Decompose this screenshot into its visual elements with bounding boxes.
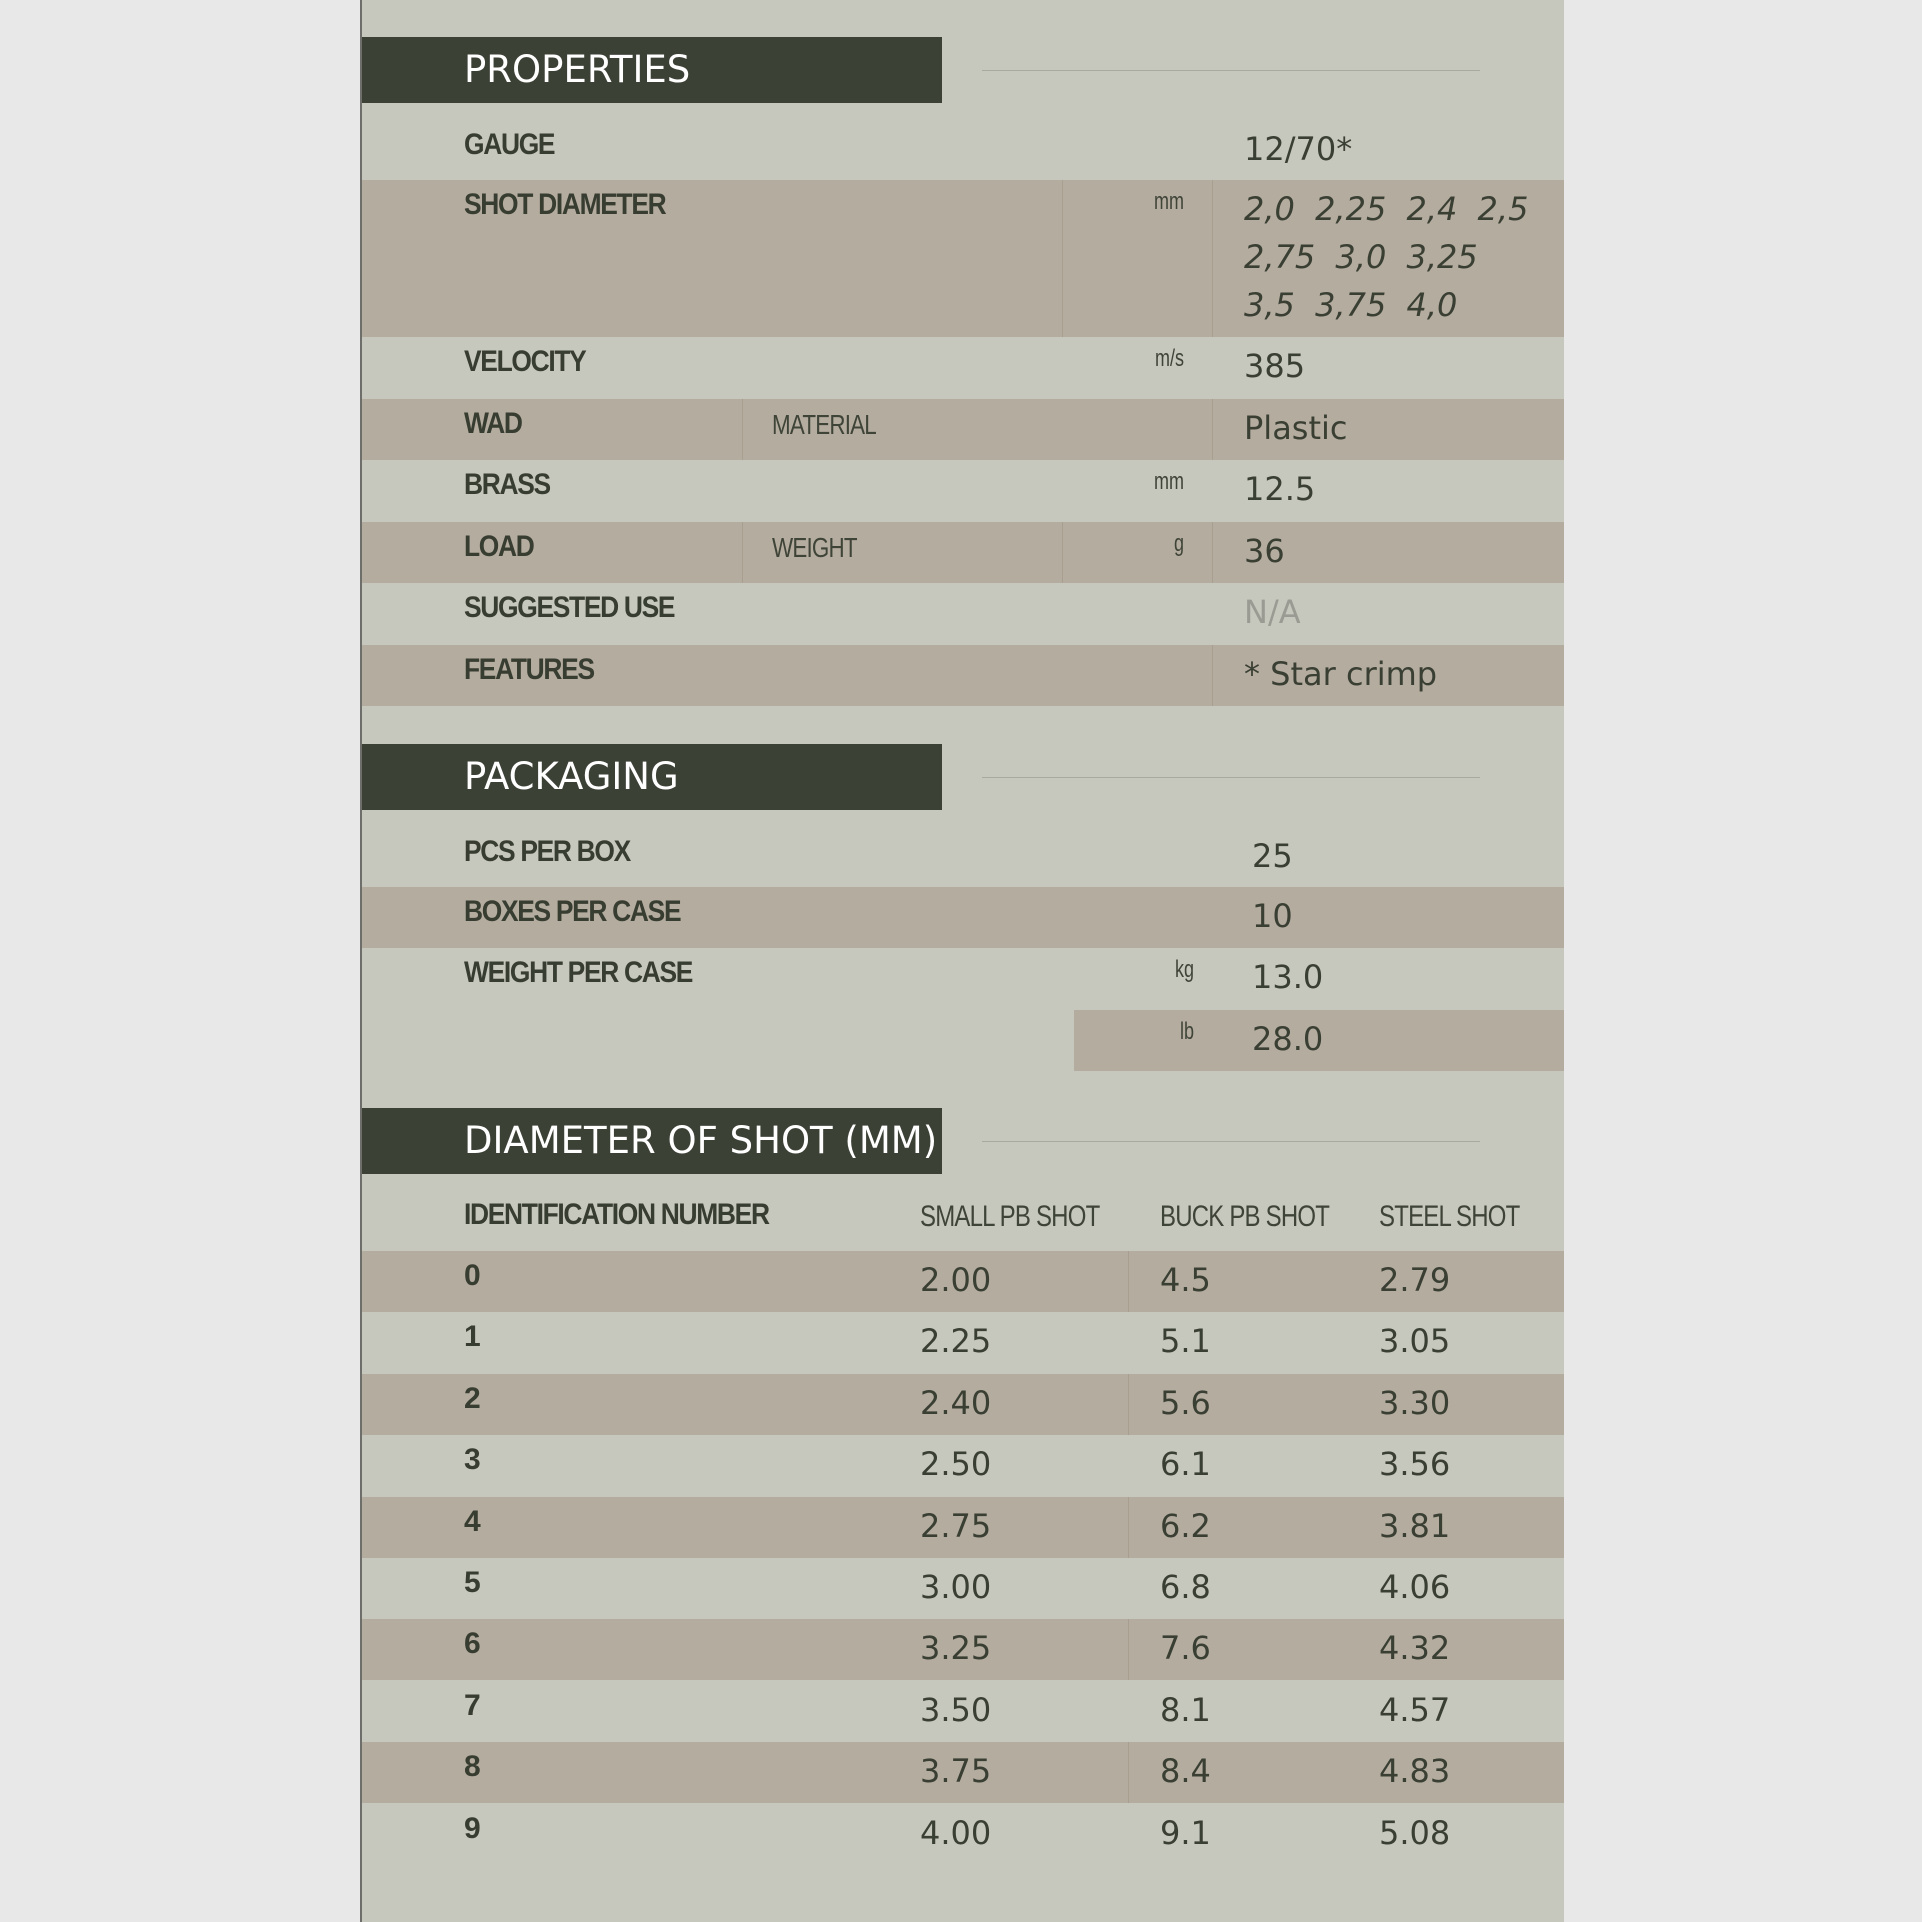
buck-pb-shot-cell: 9.1	[1160, 1813, 1211, 1852]
table-row	[362, 1681, 1564, 1742]
table-row	[362, 1804, 1564, 1865]
weight-per-case-label: WEIGHT PER CASE	[464, 956, 693, 989]
column-divider	[1212, 522, 1213, 583]
boxes-per-case-row	[362, 887, 1564, 948]
wad-label: WAD	[464, 407, 522, 440]
buck-pb-shot-cell: 6.1	[1160, 1445, 1211, 1484]
table-row	[362, 1558, 1564, 1619]
features-row	[362, 645, 1564, 706]
steel-shot-cell: 2.79	[1379, 1261, 1451, 1299]
steel-shot-header: STEEL SHOT	[1379, 1200, 1520, 1233]
buck-pb-shot-cell: 4.5	[1160, 1261, 1211, 1299]
brass-value: 12.5	[1244, 470, 1316, 508]
column-divider	[742, 399, 743, 460]
diameter-header: DIAMETER OF SHOT (MM)	[362, 1108, 942, 1174]
steel-shot-cell: 3.56	[1379, 1445, 1451, 1484]
steel-shot-cell: 4.83	[1379, 1752, 1451, 1791]
buck-pb-shot-header: BUCK PB SHOT	[1160, 1200, 1330, 1233]
small-pb-shot-cell: 2.40	[920, 1383, 992, 1422]
velocity-label: VELOCITY	[464, 345, 586, 378]
suggested-use-row	[362, 583, 1564, 644]
weight-per-case-lb-row	[1074, 1010, 1564, 1071]
steel-shot-cell: 5.08	[1379, 1813, 1451, 1852]
table-row	[362, 1742, 1564, 1803]
diameter-table-header	[362, 1190, 1564, 1251]
velocity-value: 385	[1244, 347, 1306, 385]
velocity-unit: m/s	[1154, 345, 1184, 372]
small-pb-shot-cell: 3.75	[920, 1752, 992, 1791]
identification-number-cell: 1	[464, 1320, 481, 1354]
weight-kg-value: 13.0	[1252, 958, 1324, 996]
column-divider	[1062, 522, 1063, 583]
brass-label: BRASS	[464, 468, 550, 501]
small-pb-shot-header: SMALL PB SHOT	[920, 1200, 1100, 1233]
column-divider	[1212, 645, 1213, 706]
column-divider	[1128, 1374, 1129, 1435]
identification-number-cell: 6	[464, 1627, 481, 1661]
weight-kg-unit: kg	[1174, 956, 1194, 983]
column-divider	[1128, 1497, 1129, 1558]
column-divider	[1212, 399, 1213, 460]
weight-per-case-row	[362, 948, 1564, 1009]
table-row	[362, 1497, 1564, 1558]
steel-shot-cell: 3.05	[1379, 1322, 1451, 1361]
column-divider	[1062, 180, 1063, 337]
gauge-value: 12/70*	[1244, 130, 1353, 168]
identification-number-cell: 9	[464, 1811, 481, 1845]
velocity-row	[362, 337, 1564, 398]
features-value: * Star crimp	[1244, 655, 1438, 693]
steel-shot-cell: 3.30	[1379, 1383, 1451, 1422]
identification-number-cell: 2	[464, 1381, 481, 1415]
suggested-use-label: SUGGESTED USE	[464, 591, 675, 624]
small-pb-shot-cell: 4.00	[920, 1813, 992, 1852]
shot-diameter-unit: mm	[1154, 188, 1184, 215]
suggested-use-value: N/A	[1244, 593, 1301, 631]
wad-material-label: MATERIAL	[772, 409, 876, 440]
header-rule	[982, 1141, 1480, 1142]
boxes-per-case-value: 10	[1252, 897, 1293, 935]
pcs-per-box-row	[362, 827, 1564, 888]
identification-number-cell: 0	[464, 1259, 481, 1292]
small-pb-shot-cell: 2.00	[920, 1261, 992, 1299]
buck-pb-shot-cell: 6.2	[1160, 1506, 1211, 1545]
properties-header: PROPERTIES	[362, 37, 942, 103]
table-row	[362, 1251, 1564, 1312]
load-label: LOAD	[464, 530, 534, 563]
identification-number-cell: 3	[464, 1443, 481, 1477]
buck-pb-shot-cell: 5.6	[1160, 1383, 1211, 1422]
packaging-header: PACKAGING	[362, 744, 942, 810]
steel-shot-cell: 4.32	[1379, 1629, 1451, 1668]
steel-shot-cell: 4.06	[1379, 1568, 1451, 1606]
table-row	[362, 1374, 1564, 1435]
identification-number-cell: 5	[464, 1566, 481, 1599]
buck-pb-shot-cell: 7.6	[1160, 1629, 1211, 1668]
column-divider	[1128, 1742, 1129, 1803]
table-row	[362, 1619, 1564, 1680]
table-row	[362, 1312, 1564, 1373]
column-divider	[1128, 1251, 1129, 1312]
small-pb-shot-cell: 2.25	[920, 1322, 992, 1361]
pcs-per-box-value: 25	[1252, 837, 1293, 875]
steel-shot-cell: 3.81	[1379, 1506, 1451, 1545]
shot-diameter-values-line-1: 2,0 2,25 2,4 2,5	[1244, 190, 1529, 228]
pcs-per-box-label: PCS PER BOX	[464, 835, 630, 868]
column-divider	[742, 522, 743, 583]
gauge-label: GAUGE	[464, 128, 555, 161]
weight-lb-unit: lb	[1179, 1018, 1194, 1045]
brass-row	[362, 460, 1564, 521]
small-pb-shot-cell: 2.75	[920, 1506, 992, 1545]
identification-number-header: IDENTIFICATION NUMBER	[464, 1198, 769, 1231]
weight-lb-value: 28.0	[1252, 1020, 1324, 1058]
steel-shot-cell: 4.57	[1379, 1690, 1451, 1729]
spec-sheet	[360, 0, 1564, 1922]
brass-unit: mm	[1154, 468, 1184, 495]
identification-number-cell: 7	[464, 1688, 481, 1722]
buck-pb-shot-cell: 5.1	[1160, 1322, 1211, 1361]
load-row	[362, 522, 1564, 583]
small-pb-shot-cell: 3.25	[920, 1629, 992, 1668]
gauge-row	[362, 120, 1564, 181]
buck-pb-shot-cell: 8.1	[1160, 1690, 1211, 1729]
buck-pb-shot-cell: 8.4	[1160, 1752, 1211, 1791]
small-pb-shot-cell: 3.00	[920, 1568, 992, 1606]
wad-value: Plastic	[1244, 409, 1348, 447]
features-label: FEATURES	[464, 653, 594, 686]
table-row	[362, 1435, 1564, 1496]
load-weight-label: WEIGHT	[772, 532, 857, 563]
header-rule	[982, 777, 1480, 778]
shot-diameter-label: SHOT DIAMETER	[464, 188, 666, 221]
identification-number-cell: 8	[464, 1750, 481, 1784]
load-unit: g	[1173, 530, 1184, 557]
shot-diameter-values-line-2: 2,75 3,0 3,25	[1244, 238, 1478, 276]
wad-row	[362, 399, 1564, 460]
column-divider	[1212, 180, 1213, 337]
small-pb-shot-cell: 3.50	[920, 1690, 992, 1729]
shot-diameter-values-line-3: 3,5 3,75 4,0	[1244, 286, 1458, 324]
identification-number-cell: 4	[464, 1504, 481, 1538]
header-rule	[982, 70, 1480, 71]
load-value: 36	[1244, 532, 1285, 570]
column-divider	[1128, 1619, 1129, 1680]
buck-pb-shot-cell: 6.8	[1160, 1568, 1211, 1606]
shot-diameter-row	[362, 180, 1564, 337]
small-pb-shot-cell: 2.50	[920, 1445, 992, 1484]
boxes-per-case-label: BOXES PER CASE	[464, 895, 681, 928]
